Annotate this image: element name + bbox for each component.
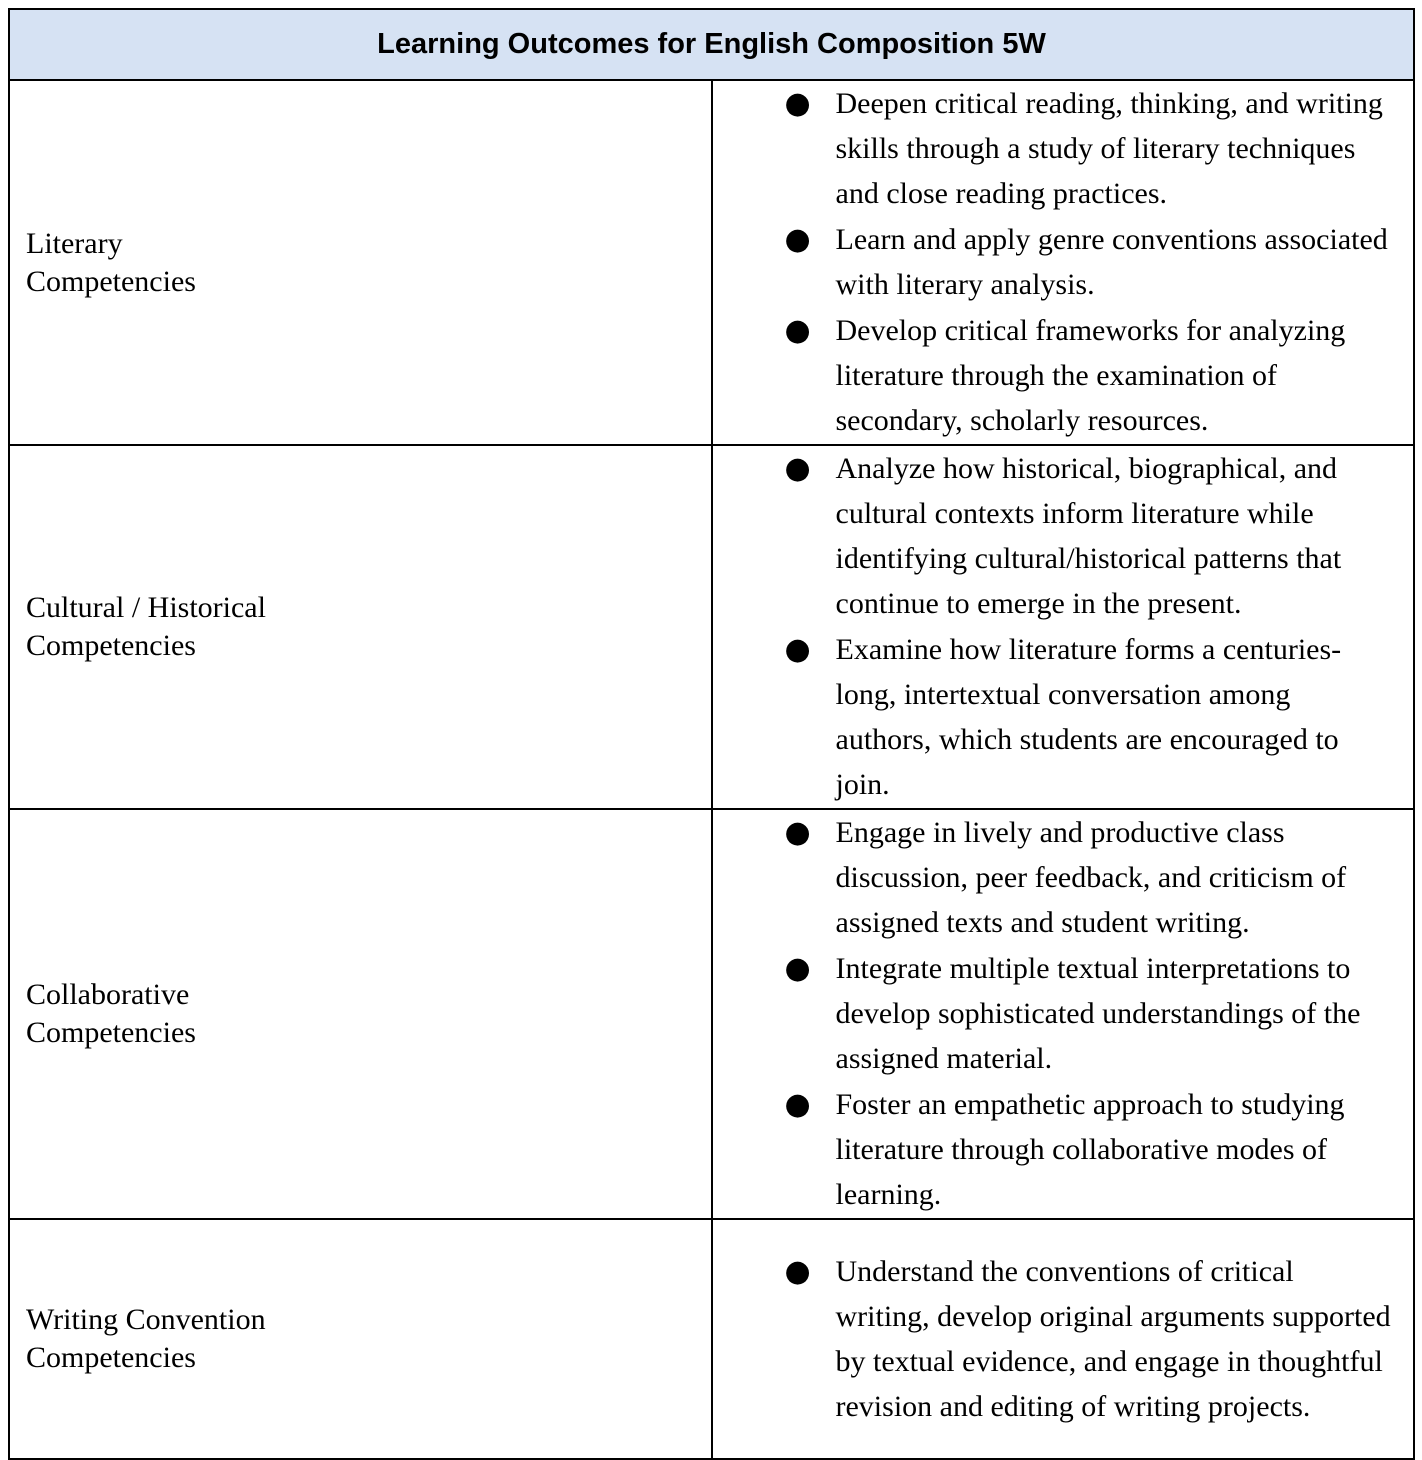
- bullet-icon: ●: [784, 815, 811, 850]
- list-item: [713, 446, 1394, 626]
- bullet-icon: ●: [784, 451, 811, 486]
- table-title: Learning Outcomes for English Composition 5W: [9, 9, 1414, 80]
- list-item: [713, 946, 1394, 1081]
- table-row: [9, 1219, 1414, 1459]
- list-item: [713, 810, 1394, 945]
- outcome-list: [713, 446, 1394, 807]
- outcomes-cultural-historical: [712, 445, 1415, 809]
- list-item: [713, 1082, 1394, 1217]
- bullet-icon: ●: [784, 313, 811, 348]
- outcome-text: Deepen critical reading, thinking, and writing skills through a study of literary techniques and close reading practices.: [835, 87, 1383, 210]
- learning-outcomes-table: [8, 8, 1415, 1460]
- category-label: Competencies: [26, 264, 196, 298]
- bullet-icon: ●: [784, 1087, 811, 1122]
- category-label: Competencies: [26, 1341, 196, 1374]
- table-row: [9, 809, 1414, 1219]
- category-label: Collaborative: [26, 978, 190, 1011]
- table-header-row: [9, 9, 1414, 80]
- list-item: [713, 81, 1394, 216]
- category-cultural-historical: [9, 445, 712, 809]
- list-item: [713, 217, 1394, 307]
- outcome-text: Learn and apply genre conventions associated with literary analysis.: [835, 223, 1388, 301]
- list-item: [713, 308, 1394, 443]
- category-label: Literary: [26, 226, 123, 260]
- outcome-text: Develop critical frameworks for analyzing literature through the examination of secondary, scholarly resources.: [835, 314, 1346, 437]
- category-label: Competencies: [26, 629, 196, 662]
- outcomes-collaborative: [712, 809, 1415, 1219]
- category-label: Cultural / Historical: [26, 591, 266, 624]
- list-item: [713, 627, 1394, 807]
- bullet-icon: ●: [784, 951, 811, 986]
- table-row: [9, 445, 1414, 809]
- bullet-icon: ●: [784, 222, 811, 257]
- category-literary: [9, 80, 712, 445]
- outcome-list: [713, 810, 1394, 1217]
- outcomes-literary: [712, 80, 1415, 445]
- list-item: [713, 1249, 1394, 1429]
- category-collaborative: [9, 809, 712, 1219]
- outcome-text: Engage in lively and productive class discussion, peer feedback, and criticism of assigned texts and student writing.: [835, 816, 1347, 939]
- table-row: [9, 80, 1414, 445]
- bullet-icon: ●: [784, 632, 811, 667]
- outcome-text: Integrate multiple textual interpretations to develop sophisticated understandings of the assigned material.: [835, 952, 1361, 1075]
- category-writing-convention: [9, 1219, 712, 1459]
- outcome-list: [713, 1249, 1394, 1429]
- outcome-text: Foster an empathetic approach to studying literature through collaborative modes of learning.: [835, 1088, 1345, 1211]
- bullet-icon: ●: [784, 86, 811, 121]
- category-label: Writing Convention: [26, 1303, 266, 1336]
- category-label: Competencies: [26, 1016, 196, 1049]
- outcome-text: Examine how literature forms a centuries-long, intertextual conversation among authors, which students are encouraged to join.: [835, 633, 1342, 801]
- outcome-text: Analyze how historical, biographical, and cultural contexts inform literature while identifying cultural/historical patterns that continue to emerge in the present.: [835, 452, 1342, 620]
- outcome-text: Understand the conventions of critical writing, develop original arguments supported by textual evidence, and engage in thoughtful revision and editing of writing projects.: [835, 1254, 1391, 1423]
- outcomes-writing-convention: [712, 1219, 1415, 1459]
- outcome-list: [713, 81, 1394, 443]
- bullet-icon: ●: [784, 1253, 811, 1289]
